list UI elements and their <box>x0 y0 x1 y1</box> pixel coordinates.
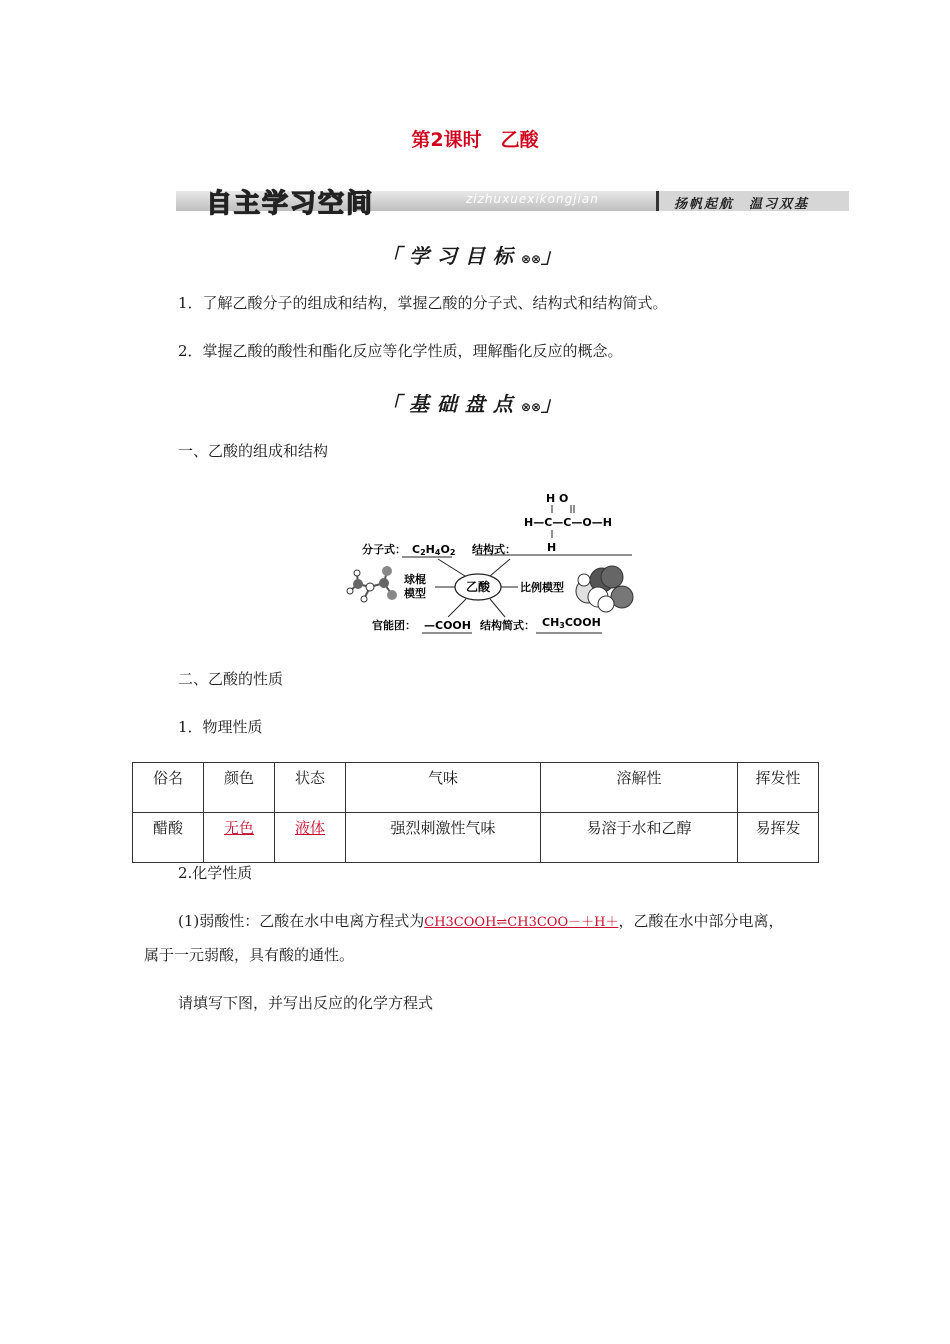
table-cell-answer <box>204 813 275 863</box>
simple-label: 结构简式： <box>480 619 535 632</box>
basics-heading <box>0 388 950 417</box>
weak-acid-suffix: ，乙酸在水中部分电离， <box>618 912 784 930</box>
goal-item-2: 2．掌握乙酸的酸性和酯化反应等化学性质，理解酯化反应的概念。 <box>178 342 623 360</box>
table-header-cell: 挥发性 <box>738 763 819 813</box>
structure-label: 结构式： <box>472 543 516 556</box>
ball-stick-label-2: 模型 <box>404 587 426 600</box>
bracket-close: 」 <box>541 244 570 268</box>
formula-value: C2H4O2 <box>412 543 456 557</box>
answer-color: 无色 <box>223 819 254 837</box>
acetic-acid-diagram <box>340 487 640 637</box>
decor-icon: ⊗⊗ <box>520 400 542 414</box>
banner-heading: 自主学习空间 <box>206 189 375 219</box>
section-1-heading: 一、乙酸的组成和结构 <box>178 442 329 460</box>
functional-value: —COOH <box>424 619 471 632</box>
answer-state: 液体 <box>294 819 325 837</box>
weak-acid-line-2: 属于一元弱酸，具有酸的通性。 <box>144 946 355 964</box>
table-row <box>133 813 819 863</box>
space-filling-model <box>576 566 633 612</box>
ratio-model-label: 比例模型 <box>520 581 564 594</box>
page-title: 第2课时 乙酸 <box>411 129 539 151</box>
physical-heading: 1．物理性质 <box>178 718 263 736</box>
weak-acid-line-1 <box>178 910 783 931</box>
chemical-heading: 2.化学性质 <box>178 864 253 882</box>
struct-bottom-row: H <box>547 541 557 554</box>
center-label: 乙酸 <box>465 580 491 594</box>
ionization-equation: CH3COOH⇌CH3COO－＋H＋ <box>424 915 619 930</box>
ball-stick-model <box>347 566 397 602</box>
section-banner <box>176 183 846 219</box>
ball-stick-label-1: 球棍 <box>404 573 426 586</box>
table-cell: 醋酸 <box>133 813 204 863</box>
table-cell: 易溶于水和乙醇 <box>541 813 738 863</box>
basics-heading-text: 基础盘点 <box>408 392 521 416</box>
goals-heading <box>0 240 950 269</box>
table-cell: 强烈刺激性气味 <box>346 813 541 863</box>
instruction: 请填写下图，并写出反应的化学方程式 <box>178 994 434 1012</box>
bracket-close: 」 <box>541 392 570 416</box>
goal-item-1: 1．了解乙酸分子的组成和结构，掌握乙酸的分子式、结构式和结构简式。 <box>178 294 668 312</box>
struct-top-row: H O <box>546 492 569 505</box>
simple-value: CH3COOH <box>542 616 601 630</box>
bracket-open: 「 <box>380 392 409 416</box>
bracket-open: 「 <box>380 244 409 268</box>
weak-acid-prefix: (1)弱酸性：乙酸在水中电离方程式为 <box>178 912 425 930</box>
section-2-heading: 二、乙酸的性质 <box>178 670 284 688</box>
table-cell-answer <box>275 813 346 863</box>
decor-icon: ⊗⊗ <box>520 252 542 266</box>
goals-heading-text: 学习目标 <box>408 244 521 268</box>
banner-pinyin: zizhuxuexikongjian <box>466 192 599 206</box>
table-header-row <box>133 763 819 813</box>
functional-label: 官能团： <box>372 619 416 632</box>
table-header-cell: 俗名 <box>133 763 204 813</box>
banner-slogan: 扬帆起航 温习双基 <box>674 197 810 212</box>
formula-label: 分子式： <box>362 543 406 556</box>
table-header-cell: 溶解性 <box>541 763 738 813</box>
table-header-cell: 状态 <box>275 763 346 813</box>
struct-mid-row: H—C—C—O—H <box>524 516 612 529</box>
physical-properties-table <box>132 762 819 863</box>
table-header-cell: 颜色 <box>204 763 275 813</box>
table-cell: 易挥发 <box>738 813 819 863</box>
table-header-cell: 气味 <box>346 763 541 813</box>
